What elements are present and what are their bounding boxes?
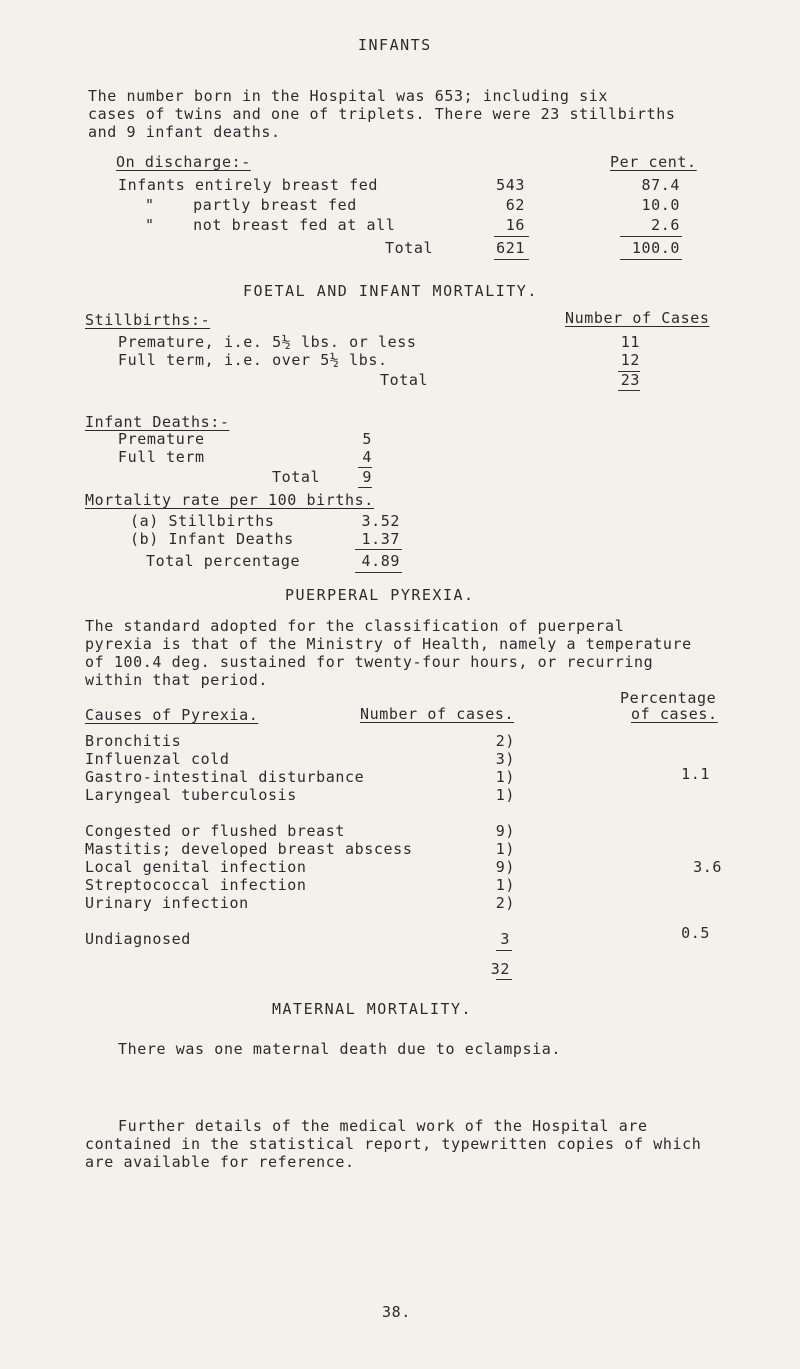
pyrexia-cause-value: 2) <box>495 894 515 912</box>
feeding-total-number: 621 <box>496 239 525 257</box>
infant-death-total-label: Total <box>272 468 321 486</box>
maternal-mortality-text: There was one maternal death due to eclampsia. <box>118 1040 562 1058</box>
pyrexia-cause-label: Influenzal cold <box>85 750 230 768</box>
pyrexia-cause-value: 2) <box>495 732 515 750</box>
further-details-line-2: contained in the statistical report, typewritten copies of which <box>85 1135 702 1153</box>
subtotal-rule <box>496 950 512 951</box>
pyrexia-cause-label: Undiagnosed <box>85 930 191 948</box>
total-rule <box>618 390 640 391</box>
section-title-maternal-mortality: MATERNAL MORTALITY. <box>272 1000 473 1018</box>
on-discharge-heading: On discharge:- <box>116 153 251 171</box>
pyrexia-cause-value: 9) <box>495 822 515 840</box>
section-title-infants: INFANTS <box>358 36 432 54</box>
stillbirth-row-label: Premature, i.e. 5½ lbs. or less <box>118 333 417 351</box>
pyrexia-cause-value: 1) <box>495 840 515 858</box>
mortality-row-label: (b) Infant Deaths <box>130 530 294 548</box>
mortality-row-label: (a) Stillbirths <box>130 512 275 530</box>
pyrexia-cause-label: Urinary infection <box>85 894 249 912</box>
subtotal-rule <box>620 236 682 237</box>
further-details-line-1: Further details of the medical work of the Hospital are <box>118 1117 648 1135</box>
feeding-row-percent: 87.4 <box>641 176 680 194</box>
total-rule <box>358 487 372 488</box>
pyrexia-cause-label: Congested or flushed breast <box>85 822 346 840</box>
pyrexia-cause-label: Mastitis; developed breast abscess <box>85 840 413 858</box>
total-rule <box>620 259 682 260</box>
pyrexia-cause-label: Local genital infection <box>85 858 307 876</box>
causes-heading: Causes of Pyrexia. <box>85 706 259 724</box>
mortality-row-value: 1.37 <box>361 530 400 548</box>
pyrexia-cause-value: 3) <box>495 750 515 768</box>
pyrexia-group-percent: 1.1 <box>681 765 710 783</box>
pyrexia-intro-line-3: of 100.4 deg. sustained for twenty-four hours, or recurring <box>85 653 654 671</box>
pyrexia-cause-value: 3 <box>500 930 510 948</box>
feeding-row-percent: 10.0 <box>641 196 680 214</box>
stillbirth-row-label: Full term, i.e. over 5½ lbs. <box>118 351 388 369</box>
stillbirth-total-value: 23 <box>620 371 640 389</box>
mortality-row-value: 3.52 <box>361 512 400 530</box>
section-title-foetal-mortality: FOETAL AND INFANT MORTALITY. <box>243 282 538 300</box>
infant-death-row-label: Premature <box>118 430 205 448</box>
pyrexia-cause-label: Gastro-intestinal disturbance <box>85 768 365 786</box>
total-rule <box>496 979 512 980</box>
total-rule <box>355 572 402 573</box>
pyrexia-intro-line-1: The standard adopted for the classification of puerperal <box>85 617 625 635</box>
stillbirths-heading: Stillbirths:- <box>85 311 211 329</box>
pyrexia-cause-value: 1) <box>495 876 515 894</box>
pyrexia-cause-label: Laryngeal tuberculosis <box>85 786 297 804</box>
infant-death-row-value: 5 <box>362 430 372 448</box>
number-of-cases-heading: Number of cases. <box>360 705 515 723</box>
feeding-row-label: Infants entirely breast fed <box>118 176 379 194</box>
subtotal-rule <box>355 549 402 550</box>
pyrexia-intro-line-2: pyrexia is that of the Ministry of Health, namely a temperature <box>85 635 692 653</box>
feeding-total-percent: 100.0 <box>631 239 680 257</box>
infants-intro-line-2: cases of twins and one of triplets. There were 23 stillbirths <box>88 105 676 123</box>
pyrexia-total: 32 <box>490 960 510 978</box>
infant-deaths-heading: Infant Deaths:- <box>85 413 230 431</box>
percentage-heading: of cases. <box>631 705 718 723</box>
pyrexia-cause-label: Bronchitis <box>85 732 182 750</box>
feeding-row-number: 62 <box>505 196 525 214</box>
mortality-rate-heading: Mortality rate per 100 births. <box>85 491 374 509</box>
pyrexia-cause-value: 1) <box>495 768 515 786</box>
infant-death-row-label: Full term <box>118 448 205 466</box>
pyrexia-group-percent: 0.5 <box>681 924 710 942</box>
section-title-puerperal-pyrexia: PUERPERAL PYREXIA. <box>285 586 475 604</box>
feeding-row-label: " not breast fed at all <box>145 216 396 234</box>
feeding-row-percent: 2.6 <box>651 216 680 234</box>
mortality-total-value: 4.89 <box>361 552 400 570</box>
stillbirth-row-value: 12 <box>620 351 640 369</box>
pyrexia-group-percent: 3.6 <box>693 858 722 876</box>
further-details-line-3: are available for reference. <box>85 1153 355 1171</box>
per-cent-heading: Per cent. <box>610 153 697 171</box>
infant-death-total-value: 9 <box>362 468 372 486</box>
pyrexia-intro-line-4: within that period. <box>85 671 268 689</box>
stillbirth-row-value: 11 <box>620 333 640 351</box>
feeding-total-label: Total <box>385 239 434 257</box>
number-of-cases-heading: Number of Cases <box>565 309 710 327</box>
pyrexia-cause-value: 1) <box>495 786 515 804</box>
feeding-row-number: 543 <box>496 176 525 194</box>
feeding-row-label: " partly breast fed <box>145 196 357 214</box>
pyrexia-cause-label: Streptococcal infection <box>85 876 307 894</box>
infants-intro-line-1: The number born in the Hospital was 653; including six <box>88 87 609 105</box>
feeding-row-number: 16 <box>505 216 525 234</box>
infant-death-row-value: 4 <box>362 448 372 466</box>
mortality-total-label: Total percentage <box>146 552 301 570</box>
infants-intro-line-3: and 9 infant deaths. <box>88 123 281 141</box>
subtotal-rule <box>494 236 529 237</box>
total-rule <box>494 259 529 260</box>
page-number: 38. <box>382 1303 411 1321</box>
pyrexia-cause-value: 9) <box>495 858 515 876</box>
percentage-heading: Percentage <box>620 689 717 707</box>
stillbirth-total-label: Total <box>380 371 429 389</box>
